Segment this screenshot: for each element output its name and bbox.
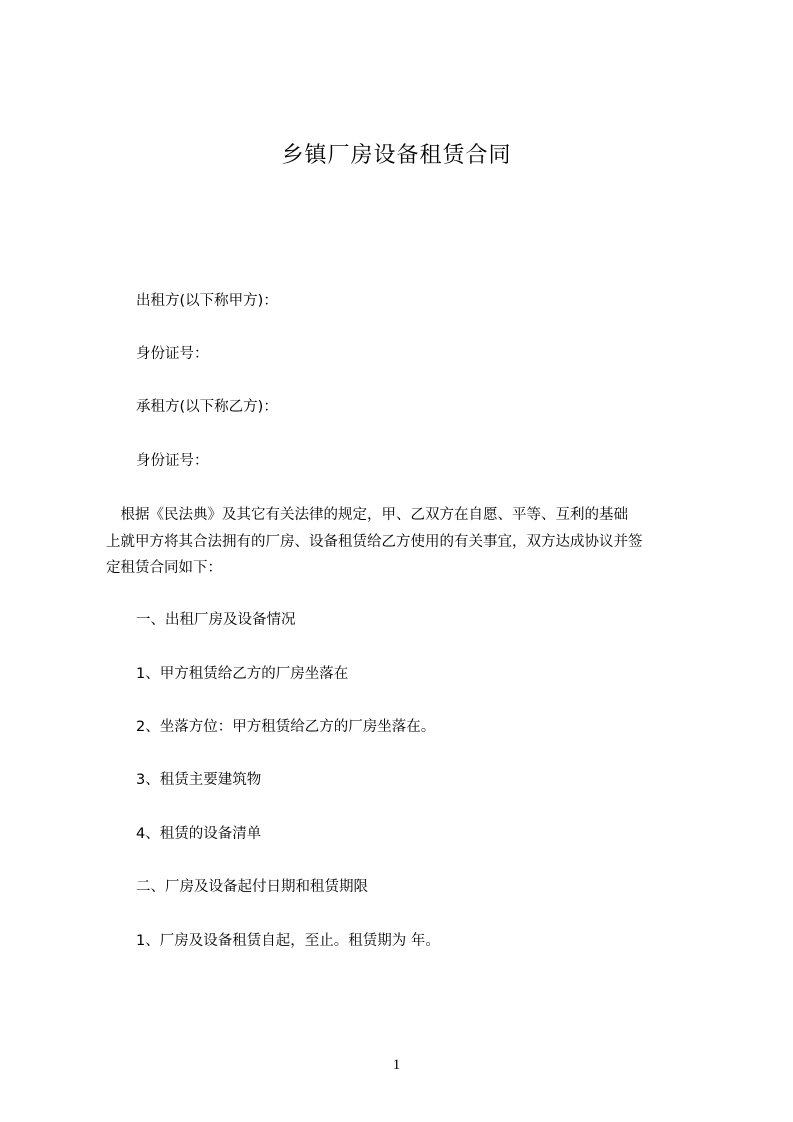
item-1-1: 1、甲方租赁给乙方的厂房坐落在 — [136, 666, 349, 682]
item-1-2: 2、坐落方位：甲方租赁给乙方的厂房坐落在。 — [136, 719, 436, 735]
preamble-line: 上就甲方将其合法拥有的厂房、设备租赁给乙方使用的有关事宜，双方达成协议并签 — [106, 533, 643, 550]
preamble-paragraph — [106, 502, 706, 582]
section-2-heading: 二、厂房及设备起付日期和租赁期限 — [136, 879, 368, 895]
lessor-id-line: 身份证号： — [136, 346, 209, 362]
lessee-line: 承租方(以下称乙方)： — [136, 399, 278, 415]
item-1-3: 3、租赁主要建筑物 — [136, 772, 262, 788]
preamble-line: 定租赁合同如下： — [106, 560, 222, 576]
preamble-line: 根据《民法典》及其它有关法律的规定，甲、乙双方在自愿、平等、互利的基础 — [106, 507, 628, 523]
item-2-1: 1、厂房及设备租赁自起，至止。租赁期为 年。 — [136, 933, 440, 949]
lessee-id-line: 身份证号： — [136, 453, 209, 469]
lessor-line: 出租方(以下称甲方)： — [136, 293, 278, 309]
section-1-heading: 一、出租厂房及设备情况 — [136, 612, 296, 628]
item-1-4: 4、租赁的设备清单 — [136, 826, 262, 842]
page-number: 1 — [392, 1057, 401, 1073]
document-title: 乡镇厂房设备租赁合同 — [281, 143, 512, 168]
